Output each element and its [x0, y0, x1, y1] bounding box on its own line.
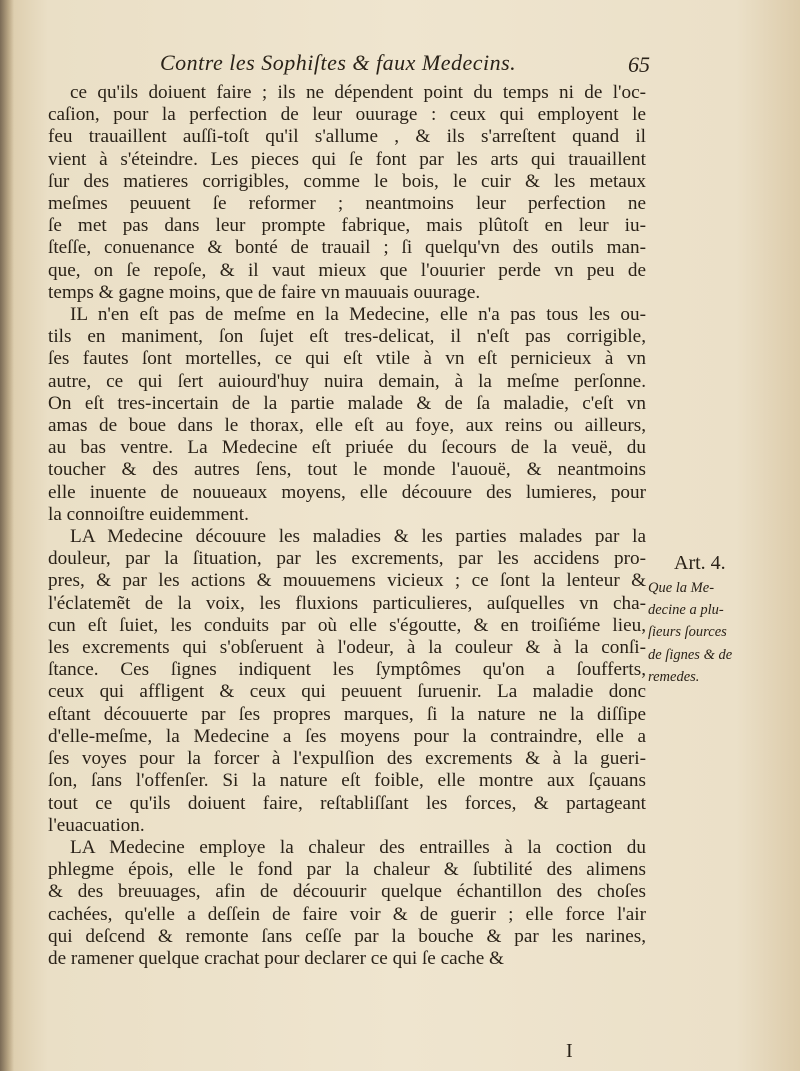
text-line: ſe met pas dans leur prompte fabrique, mais plûtoſt en leur iu- [48, 215, 646, 237]
text-line: LA Medecine découure les maladies & les parties malades par la [70, 526, 646, 548]
margin-note-line: decine a plu- [648, 602, 724, 619]
text-line: IL n'en eſt pas de meſme en la Medecine, elle n'a pas tous les ou- [70, 304, 646, 326]
text-line: elle inuente de nouueaux moyens, elle découure des lumieres, pour [48, 481, 646, 503]
text-line: ſur des matieres corrigibles, comme le bois, le cuir & les metaux [48, 170, 646, 192]
body-text [48, 82, 646, 970]
text-line: amas de boue dans le thorax, elle eſt au foye, aux reins ou ailleurs, [48, 415, 646, 437]
text-line: ſteſſe, conuenance & bonté de trauail ; ſi quelqu'vn des outils man- [48, 237, 646, 259]
text-line: ſes fautes ſont mortelles, ce qui eſt vtile à vn eſt pernicieux à vn [48, 348, 646, 370]
text-line: ſon, ſans l'offenſer. Si la nature eſt foible, elle montre aux ſçauans [48, 770, 646, 792]
text-line: feu trauaillent auſſi-toſt qu'il s'allume , & ils s'arreſtent quand il [48, 126, 646, 148]
text-line: au bas ventre. La Medecine eſt priuée du ſecours de la veuë, du [48, 437, 646, 459]
text-line: de ramener quelque crachat pour declarer ce qui ſe cache & [48, 947, 504, 969]
margin-note-label: Art. 4. [674, 552, 726, 574]
catchword: I [566, 1040, 573, 1062]
text-line: cun eſt ſuiet, les conduits par où elle s'égoutte, & en troiſiéme lieu, [48, 614, 646, 636]
margin-note-line: Que la Me- [648, 580, 715, 596]
text-line: eſtant découuerte par ſes propres marques, ſi la nature ne la diſſipe [48, 703, 646, 725]
margin-note-line: de ſignes & de [648, 646, 733, 663]
running-header [160, 50, 660, 84]
text-line: que, on ſe repoſe, & il vaut mieux que l'ouurier perde vn peu de [48, 259, 646, 281]
text-line: ceux qui affligent & ceux qui peuuent ſuruenir. La maladie donc [48, 681, 646, 703]
text-line: douleur, par la ſituation, par les excrements, par les accidens pro- [48, 548, 646, 570]
paragraph [48, 526, 646, 837]
text-line: qui deſcend & remonte ſans ceſſe par la bouche & par les narines, [48, 925, 646, 947]
text-line: phlegme épois, elle le fond par la chaleur & ſubtilité des alimens [48, 859, 646, 881]
text-line: ſtance. Ces ſignes indiquent les ſymptômes qu'on a ſoufferts, [48, 659, 646, 681]
margin-note-lines [648, 577, 788, 688]
text-line: ſes voyes pour la forcer à l'expulſion des excrements & à la gueri- [48, 748, 646, 770]
paragraph [48, 82, 646, 304]
text-line: autre, ce qui ſert auiourd'huy nuira demain, à la meſme perſonne. [48, 370, 646, 392]
text-line: cachées, qu'elle a deſſein de faire voir & de guerir ; elle force l'air [48, 903, 646, 925]
running-title: Contre les Sophiſtes & faux Medecins. [160, 50, 517, 75]
paragraph [48, 304, 646, 526]
text-line: l'éclatemẽt de la voix, les fluxions particulieres, auſquelles vn cha- [48, 592, 646, 614]
text-line: temps & gagne moins, que de faire vn mauuais ouurage. [48, 281, 481, 303]
text-line: On eſt tres-incertain de la partie malade & de ſa maladie, c'eſt vn [48, 392, 646, 414]
text-line: & des breuuages, afin de découurir quelque échantillon des choſes [48, 881, 646, 903]
text-line: la connoiſtre euidemment. [48, 503, 249, 525]
text-line: l'euacuation. [48, 814, 145, 836]
text-line: pres, & par les actions & mouuemens vicieux ; ce ſont la lenteur & [48, 570, 646, 592]
text-line: tout ce qu'ils doiuent faire, reſtabliſſant les forces, & partageant [48, 792, 646, 814]
text-line: toucher & des autres ſens, tout le monde l'auouë, & neantmoins [48, 459, 646, 481]
text-line: vient à s'éteindre. Les pieces qui ſe font par les arts qui trauaillent [48, 148, 646, 170]
text-line: d'elle-meſme, la Medecine a ſes moyens pour la contraindre, elle a [48, 725, 646, 747]
text-line: meſmes peuuent ſe reformer ; neantmoins leur perfection ne [48, 193, 646, 215]
text-line: ce qu'ils doiuent faire ; ils ne dépendent point du temps ni de l'oc- [70, 82, 646, 103]
text-line: les excrements qui s'obſeruent à l'odeur, à la couleur & à la conſi- [48, 637, 646, 659]
text-line: tils en maniment, ſon ſujet eſt tres-delicat, il n'eſt pas corrigible, [48, 326, 646, 348]
page-number: 65 [628, 52, 650, 77]
text-line: caſion, pour la perfection de leur ouurage : ceux qui employent le [48, 104, 646, 126]
margin-note [648, 552, 788, 688]
paragraph [48, 837, 646, 970]
margin-note-line: remedes. [648, 668, 700, 685]
binding-gutter [0, 0, 14, 1071]
text-line: LA Medecine employe la chaleur des entrailles à la coction du [70, 836, 646, 858]
margin-note-line: ſieurs ſources [648, 624, 727, 641]
